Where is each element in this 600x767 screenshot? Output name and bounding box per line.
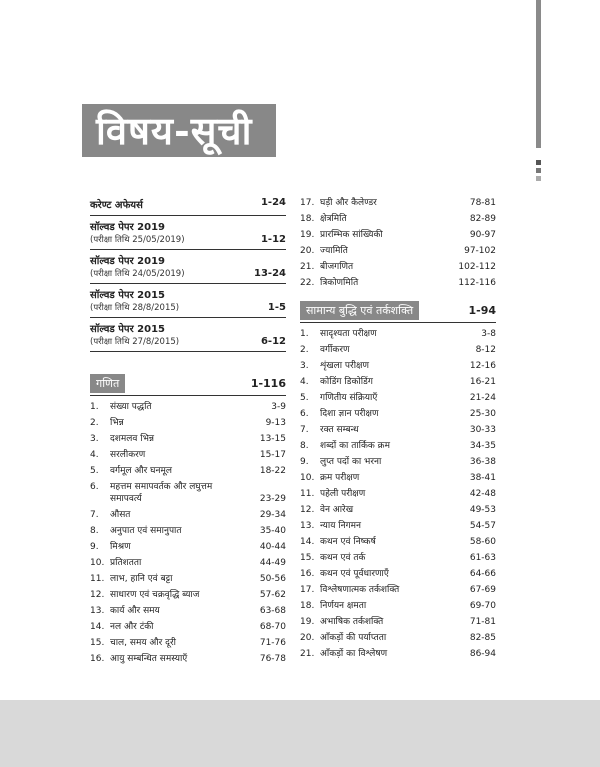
toc-block: [90, 318, 286, 352]
item-number: 22.: [300, 278, 315, 288]
item-pages: 3-9: [271, 402, 286, 412]
ganit-list: [90, 399, 286, 667]
list-item: [90, 415, 286, 431]
item-title: गणितीय संक्रियाएँ: [320, 393, 378, 403]
item-title: नल और टंकी: [110, 622, 154, 632]
list-item: [300, 646, 496, 662]
list-item: [90, 619, 286, 635]
item-pages: 67-69: [469, 585, 496, 595]
item-title: आँकड़ों का विश्लेषण: [320, 649, 388, 659]
list-item: [300, 390, 496, 406]
list-item: [90, 555, 286, 571]
item-title: निर्णयन क्षमता: [320, 601, 367, 611]
list-item: [300, 227, 496, 243]
item-number: 2.: [90, 418, 99, 428]
item-pages: 18-22: [259, 466, 286, 476]
item-title: लुप्त पदों का भरना: [320, 457, 382, 467]
item-pages: 25-30: [469, 409, 496, 419]
list-item: [90, 507, 286, 523]
list-item: [300, 550, 496, 566]
list-item: [90, 399, 286, 415]
list-item: [90, 571, 286, 587]
item-pages: 40-44: [259, 542, 286, 552]
item-title: कथन एवं पूर्वधारणाएँ: [320, 569, 389, 579]
item-number: 21.: [300, 649, 315, 659]
item-pages: 49-53: [469, 505, 496, 515]
item-pages: 61-63: [469, 553, 496, 563]
block-subtitle: (परीक्षा तिथि 27/8/2015): [90, 337, 180, 347]
item-pages: 34-35: [469, 441, 496, 451]
list-item: [300, 275, 496, 291]
left-column: [90, 194, 286, 667]
block-title: सॉल्वड पेपर 2015: [90, 290, 166, 301]
item-number: 5.: [90, 466, 99, 476]
item-title: आयु सम्बन्धित समस्याएँ: [110, 654, 188, 664]
list-item: [90, 539, 286, 555]
item-pages: 71-81: [469, 617, 496, 627]
item-title: प्रतिशतता: [110, 558, 142, 568]
item-pages: 90-97: [469, 230, 496, 240]
item-title: अभाषिक तर्कशक्ति: [320, 617, 384, 627]
list-item: [300, 358, 496, 374]
block-title: करेण्ट अफेयर्स: [90, 200, 143, 211]
item-title-cont: समापवर्त्य: [110, 494, 142, 504]
item-pages: 3-8: [481, 329, 496, 339]
list-item: [300, 438, 496, 454]
list-item: [90, 447, 286, 463]
item-number: 18.: [300, 214, 315, 224]
list-item: [300, 374, 496, 390]
list-item-line: [90, 493, 286, 505]
item-title: मिश्रण: [110, 542, 131, 552]
item-number: 3.: [300, 361, 309, 371]
list-item: [300, 243, 496, 259]
item-number: 18.: [300, 601, 315, 611]
item-number: 13.: [300, 521, 315, 531]
section-header-buddhi: [300, 301, 496, 323]
item-pages: 76-78: [259, 654, 286, 664]
item-number: 9.: [90, 542, 99, 552]
item-title: क्षेत्रमिति: [320, 214, 347, 224]
item-title: औसत: [110, 510, 131, 520]
item-pages: 69-70: [469, 601, 496, 611]
item-title: त्रिकोणमिति: [320, 278, 359, 288]
block-subtitle: (परीक्षा तिथि 28/8/2015): [90, 303, 180, 313]
item-pages: 71-76: [259, 638, 286, 648]
item-number: 4.: [90, 450, 99, 460]
side-square: [536, 168, 541, 173]
item-number: 17.: [300, 585, 315, 595]
footer-band: [0, 700, 600, 767]
block-subtitle: (परीक्षा तिथि 24/05/2019): [90, 269, 185, 279]
list-item: [300, 534, 496, 550]
block-title-row: [90, 253, 286, 267]
item-number: 19.: [300, 230, 315, 240]
item-title: कथन एवं निष्कर्ष: [320, 537, 376, 547]
list-item: [90, 587, 286, 603]
list-item: [300, 406, 496, 422]
item-number: 7.: [90, 510, 99, 520]
item-number: 14.: [300, 537, 315, 547]
item-title: घड़ी और कैलेण्डर: [320, 198, 377, 208]
item-number: 13.: [90, 606, 105, 616]
side-square: [536, 176, 541, 181]
item-pages: 36-38: [469, 457, 496, 467]
item-indent: [90, 493, 110, 505]
block-title: सॉल्वड पेपर 2019: [90, 256, 166, 267]
item-pages: 38-41: [469, 473, 496, 483]
item-pages: 30-33: [469, 425, 496, 435]
item-title: वेन आरेख: [320, 505, 354, 515]
list-item: [90, 523, 286, 539]
item-pages: 44-49: [259, 558, 286, 568]
item-number: 5.: [300, 393, 309, 403]
item-title: कथन एवं तर्क: [320, 553, 366, 563]
item-number: 1.: [300, 329, 309, 339]
list-item: [300, 454, 496, 470]
item-title: वर्गीकरण: [320, 345, 350, 355]
item-number: 4.: [300, 377, 309, 387]
item-number: 8.: [300, 441, 309, 451]
item-title: कार्य और समय: [110, 606, 160, 616]
list-item: [300, 486, 496, 502]
item-title: महत्तम समापवर्तक और लघुत्तम: [110, 482, 213, 492]
list-item: [90, 431, 286, 447]
list-item: [300, 422, 496, 438]
item-number: 10.: [90, 558, 105, 568]
item-title: क्रम परीक्षण: [320, 473, 360, 483]
block-sub-row: [90, 302, 286, 313]
item-pages: 35-40: [259, 526, 286, 536]
list-item: [300, 566, 496, 582]
item-pages: 16-21: [469, 377, 496, 387]
item-pages: 50-56: [259, 574, 286, 584]
item-title: वर्गमूल और घनमूल: [110, 466, 172, 476]
item-title: संख्या पद्धति: [110, 402, 152, 412]
item-title: ज्यामिति: [320, 246, 348, 256]
top-blocks: [90, 194, 286, 352]
item-pages: 82-85: [469, 633, 496, 643]
item-pages: 102-112: [458, 262, 496, 272]
list-item: [300, 470, 496, 486]
item-pages: 64-66: [469, 569, 496, 579]
block-title: सॉल्वड पेपर 2019: [90, 222, 166, 233]
item-number: 8.: [90, 526, 99, 536]
item-pages: 78-81: [469, 198, 496, 208]
item-title: सरलीकरण: [110, 450, 146, 460]
list-item: [300, 582, 496, 598]
item-number: 1.: [90, 402, 99, 412]
item-pages: 12-16: [469, 361, 496, 371]
block-range: 1-5: [267, 302, 286, 313]
item-pages: 63-68: [259, 606, 286, 616]
section-label: सामान्य बुद्धि एवं तर्कशक्ति: [300, 301, 419, 320]
item-number: 17.: [300, 198, 315, 208]
item-pages: 57-62: [259, 590, 286, 600]
item-title: चाल, समय और दूरी: [110, 638, 176, 648]
item-title: प्रारम्भिक सांख्यिकी: [320, 230, 383, 240]
item-number: 14.: [90, 622, 105, 632]
block-range: 13-24: [254, 268, 286, 279]
item-number: 15.: [300, 553, 315, 563]
side-square: [536, 160, 541, 165]
item-title: बीजगणित: [320, 262, 354, 272]
list-item: [300, 502, 496, 518]
item-title: आँकड़ों की पर्याप्तता: [320, 633, 387, 643]
item-number: 20.: [300, 633, 315, 643]
item-number: 10.: [300, 473, 315, 483]
item-number: 20.: [300, 246, 315, 256]
item-pages: 8-12: [475, 345, 496, 355]
item-title: पहेली परीक्षण: [320, 489, 366, 499]
list-item: [300, 259, 496, 275]
toc-block: [90, 284, 286, 318]
toc-block: [90, 216, 286, 250]
list-item: [300, 211, 496, 227]
item-title: अनुपात एवं समानुपात: [110, 526, 182, 536]
list-item: [90, 635, 286, 651]
item-number: 16.: [300, 569, 315, 579]
ganit-cont-list: [300, 195, 496, 291]
buddhi-list: [300, 326, 496, 662]
item-title: लाभ, हानि एवं बट्टा: [110, 574, 173, 584]
section-label: गणित: [90, 374, 125, 393]
item-title: दशमलव भिन्न: [110, 434, 155, 444]
list-item: [300, 518, 496, 534]
item-number: 19.: [300, 617, 315, 627]
item-pages: 58-60: [469, 537, 496, 547]
list-item: [90, 603, 286, 619]
item-pages: 13-15: [259, 434, 286, 444]
item-number: 15.: [90, 638, 105, 648]
list-item: [300, 195, 496, 211]
section-header-ganit: [90, 374, 286, 396]
item-pages: 97-102: [464, 246, 496, 256]
list-item: [300, 630, 496, 646]
list-item: [90, 651, 286, 667]
item-title: सादृश्यता परीक्षण: [320, 329, 377, 339]
block-title-row: [90, 219, 286, 233]
item-title: कोडिंग डिकोडिंग: [320, 377, 373, 387]
item-pages: 29-34: [259, 510, 286, 520]
list-item: [90, 463, 286, 479]
block-title-row: [90, 287, 286, 301]
item-number: 11.: [90, 574, 105, 584]
item-pages: 68-70: [259, 622, 286, 632]
item-number: 9.: [300, 457, 309, 467]
item-pages: 42-48: [469, 489, 496, 499]
block-subtitle: (परीक्षा तिथि 25/05/2019): [90, 235, 185, 245]
item-number: 16.: [90, 654, 105, 664]
block-sub-row: [90, 268, 286, 279]
item-pages: 23-29: [259, 494, 286, 504]
item-title: विश्लेषणात्मक तर्कशक्ति: [320, 585, 400, 595]
item-number: 2.: [300, 345, 309, 355]
block-sub-row: [90, 234, 286, 245]
item-number: 3.: [90, 434, 99, 444]
item-pages: 15-17: [259, 450, 286, 460]
item-pages: 82-89: [469, 214, 496, 224]
item-title: शृंखला परीक्षण: [320, 361, 370, 371]
page-title: विषय-सूची: [82, 104, 276, 157]
item-title: शब्दों का तार्किक क्रम: [320, 441, 390, 451]
item-title: रक्त सम्बन्ध: [320, 425, 359, 435]
list-item: [300, 342, 496, 358]
item-pages: 54-57: [469, 521, 496, 531]
item-number: 6.: [300, 409, 309, 419]
block-title-row: [90, 321, 286, 335]
item-title: साधारण एवं चक्रवृद्धि ब्याज: [110, 590, 200, 600]
item-title: भिन्न: [110, 418, 124, 428]
block-sub-row: [90, 336, 286, 347]
item-number: 12.: [300, 505, 315, 515]
item-title: न्याय निगमन: [320, 521, 362, 531]
item-number: 6.: [90, 482, 99, 492]
toc-block: [90, 194, 286, 216]
list-item: [300, 614, 496, 630]
block-title-row: [90, 197, 286, 211]
item-pages: 86-94: [469, 649, 496, 659]
list-item-line: [90, 481, 286, 493]
right-column: [300, 195, 496, 662]
item-number: 11.: [300, 489, 315, 499]
item-title: दिशा ज्ञान परीक्षण: [320, 409, 379, 419]
section-range: 1-116: [250, 377, 286, 390]
item-pages: 9-13: [265, 418, 286, 428]
item-number: 21.: [300, 262, 315, 272]
block-title: सॉल्वड पेपर 2015: [90, 324, 166, 335]
toc-block: [90, 250, 286, 284]
item-number: 7.: [300, 425, 309, 435]
item-number: 12.: [90, 590, 105, 600]
list-item: [300, 326, 496, 342]
block-range: 6-12: [260, 336, 286, 347]
section-range: 1-94: [468, 304, 496, 317]
item-pages: 21-24: [469, 393, 496, 403]
item-pages: 112-116: [458, 278, 496, 288]
block-range: 1-12: [260, 234, 286, 245]
side-bar: [536, 0, 541, 148]
list-item: [90, 479, 286, 507]
list-item: [300, 598, 496, 614]
block-range: 1-24: [260, 197, 286, 208]
